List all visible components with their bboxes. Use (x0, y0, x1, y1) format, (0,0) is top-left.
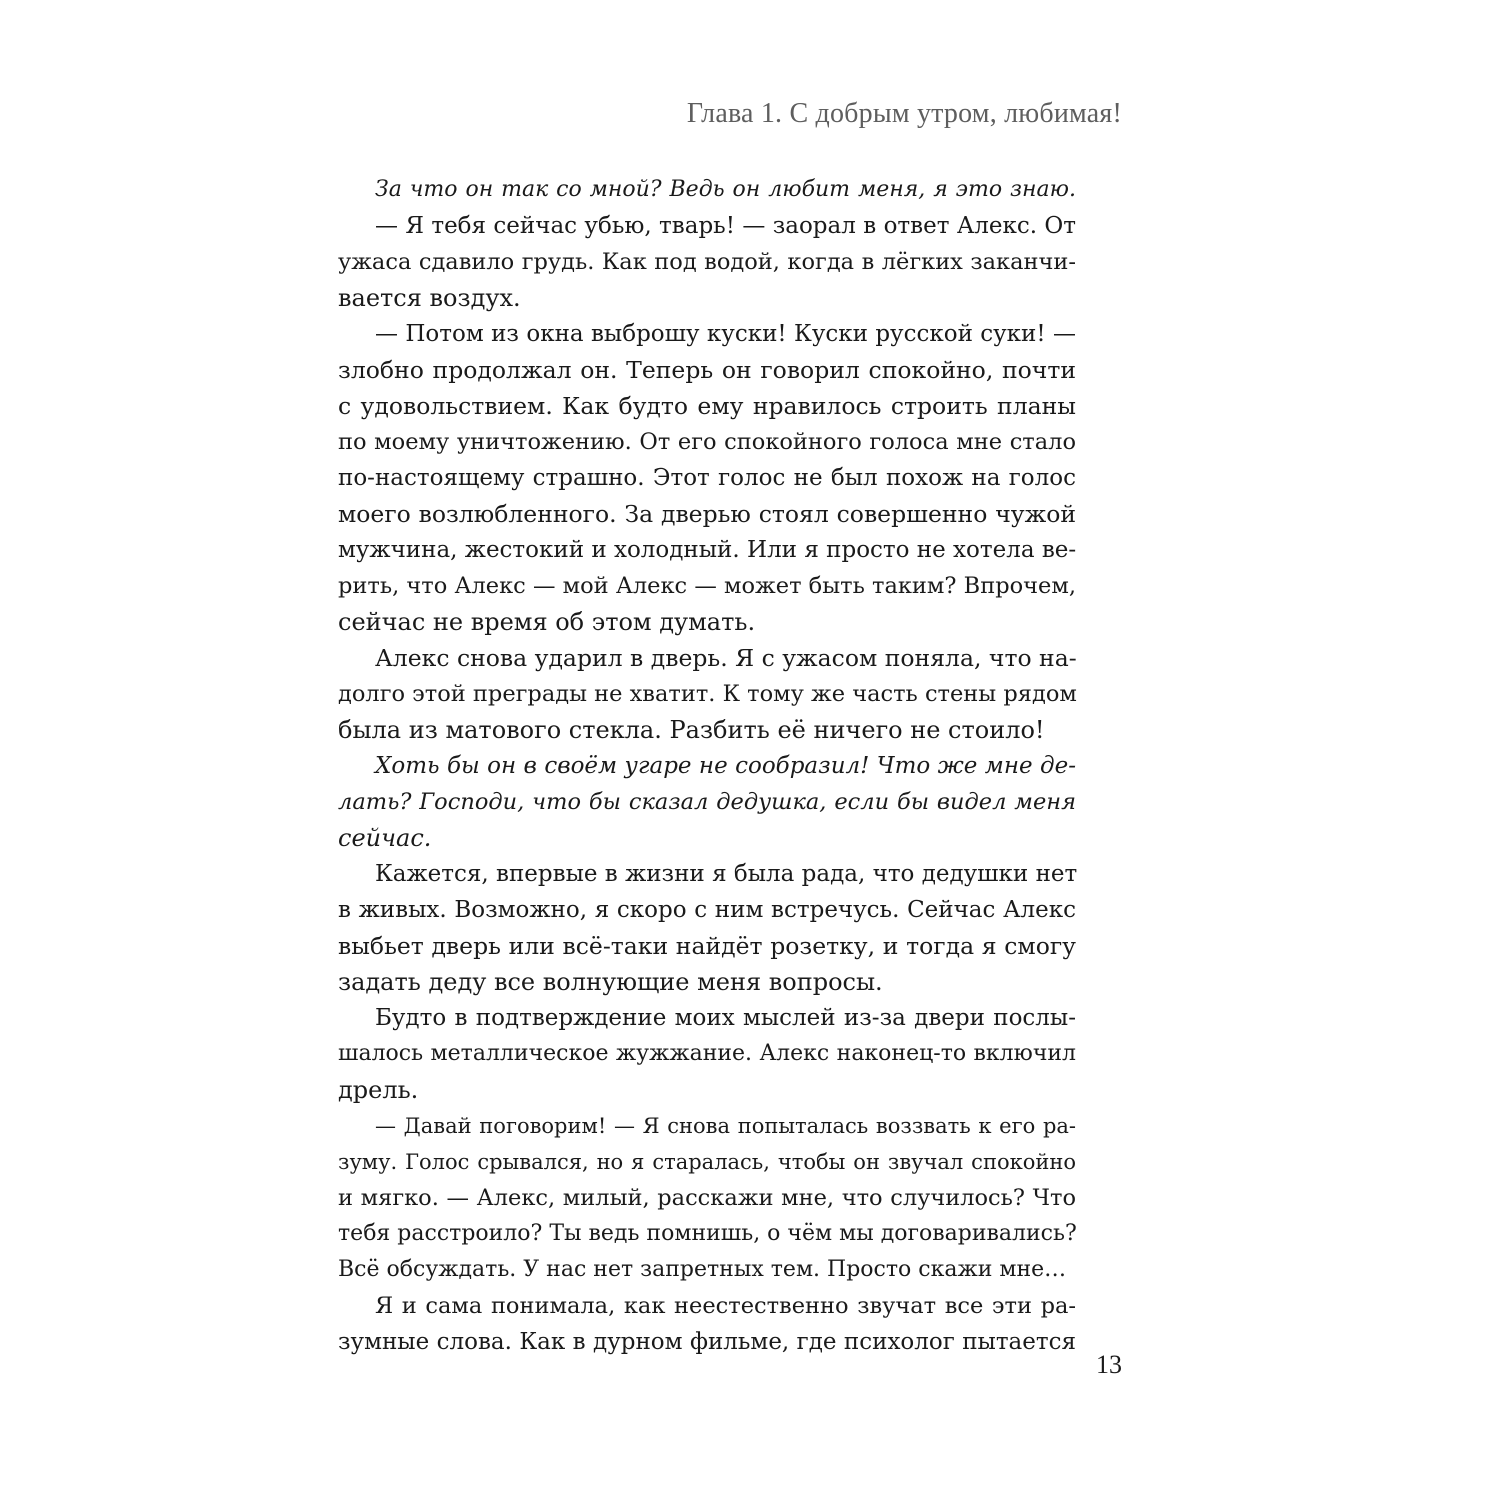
text-line: дрель. (338, 1076, 419, 1104)
text-line: выбьет дверь или всё-таки найдёт розетку, и тогда я смогу (338, 932, 1076, 960)
text-line: ужаса сдавило грудь. Как под водой, когда в лёгких заканчи- (338, 249, 1076, 275)
text-line: зумные слова. Как в дурном фильме, где психолог пытается (338, 1329, 1076, 1355)
text-line: Всё обсуждать. У нас нет запретных тем. Просто скажи мне… (338, 1257, 1067, 1282)
text-line: За что он так со мной? Ведь он любит меня, я это знаю. (375, 177, 1076, 202)
text-line: Алекс снова ударил в дверь. Я с ужасом поняла, что на- (375, 644, 1077, 672)
text-line: Кажется, впервые в жизни я была рада, что дедушки нет (375, 861, 1078, 887)
text-line: Я и сама понимала, как неестественно звучат все эти ра- (375, 1293, 1076, 1319)
text-line: — Давай поговорим! — Я снова попыталась воззвать к его ра- (375, 1114, 1076, 1138)
text-line: долго этой преграды не хватит. К тому же часть стены рядом (338, 681, 1077, 707)
text-line: — Потом из окна выброшу куски! Куски русской суки! — (375, 321, 1076, 347)
text-line: мужчина, жестокий и холодный. Или я просто не хотела ве- (338, 537, 1077, 563)
text-line: тебя расстроило? Ты ведь помнишь, о чём мы договаривались? (338, 1221, 1077, 1246)
text-line: — Я тебя сейчас убью, тварь! — заорал в ответ Алекс. От (375, 213, 1076, 239)
text-line: и мягко. — Алекс, милый, расскажи мне, что случилось? Что (338, 1185, 1076, 1211)
text-line: Будто в подтверждение моих мыслей из-за двери послы- (375, 1005, 1076, 1031)
text-line: сейчас. (338, 824, 432, 852)
text-line: по моему уничтожению. От его спокойного голоса мне стало (338, 429, 1076, 455)
text-line: с удовольствием. Как будто ему нравилось строить планы (338, 392, 1076, 420)
page-number: 13 (1096, 1350, 1122, 1379)
text-line: задать деду все волнующие меня вопросы. (338, 968, 883, 996)
text-line: лать? Господи, что бы сказал дедушка, если бы видел меня (338, 789, 1076, 815)
text-line: зуму. Голос срывался, но я старалась, чтобы он звучал спокойно (338, 1150, 1076, 1174)
text-line: злобно продолжал он. Теперь он говорил спокойно, почти (338, 356, 1076, 384)
text-line: Хоть бы он в своём угаре не сообразил! Что же мне де- (375, 753, 1076, 779)
text-line: была из матового стекла. Разбить её ничего не стоило! (338, 716, 1045, 744)
text-line: шалось металлическое жужжание. Алекс наконец-то включил (338, 1041, 1076, 1066)
text-line: по-настоящему страшно. Этот голос не был похож на голос (338, 465, 1076, 491)
text-line: в живых. Возможно, я скоро с ним встречусь. Сейчас Алекс (338, 897, 1076, 923)
text-line: рить, что Алекс — мой Алекс — может быть таким? Впрочем, (338, 573, 1076, 599)
text-line: моего возлюбленного. За дверью стоял совершенно чужой (338, 500, 1076, 528)
text-line: сейчас не время об этом думать. (338, 608, 756, 636)
text-line: вается воздух. (338, 284, 521, 312)
running-header: Глава 1. С добрым утром, любимая! (686, 98, 1122, 129)
